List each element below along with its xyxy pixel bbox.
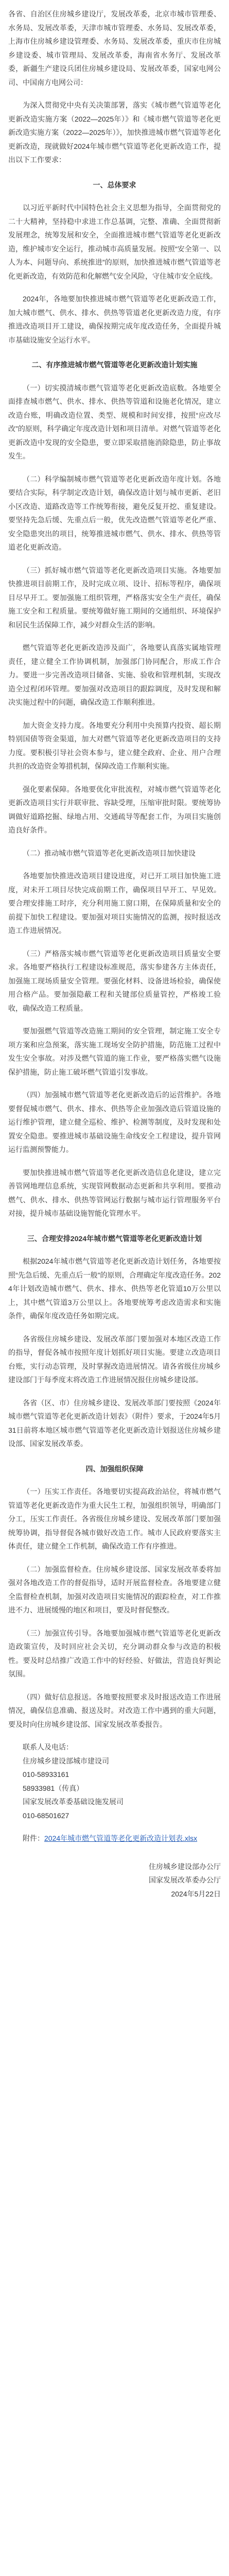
section-heading: 一、总体要求 (93, 180, 136, 189)
signature-line: 国家发展改革委办公厅 (149, 1876, 221, 1884)
body-paragraph: 根据2024年城市燃气管道等老化更新改造计划任务，各地要按照“先急后缓、先重点后一般”的原则，合理确定年度改造任务。2024年计划改造城市燃气、供水、排水、供热等老化管道10万公里以上，其中燃气管道3万公里以上。各地要统筹考虑改造需求和实施条件，确保年度改造任务如期完成。 (8, 1257, 221, 1320)
body-paragraph: （三）抓好城市燃气管道等老化更新改造项目实施。各地要加快推进项目前期工作，及时完成立项、设计、招标等程序，确保项目尽早开工。要加强施工组织管理，严格落实安全生产责任，确保施工安全和工程质量。要统筹做好施工期间的交通组织、环境保护和居民生活保障工作，减少对群众生活的影响。 (8, 566, 221, 629)
subsection-paragraph: （二）推动城市燃气管道等老化更新改造项目加快建设 (23, 849, 196, 857)
body-paragraph: （二）科学编制城市燃气管道等老化更新改造年度计划。各地要结合实际，科学制定改造计划，确保改造计划与城市更新、老旧小区改造、道路改造等工作统筹衔接，避免反复开挖、重复建设。要坚持先急后缓、先重点后一般，优先改造燃气管道等老化严重、安全隐患突出的项目，统筹推进城市燃气、供水、排水、供热等管道老化更新改造。 (8, 474, 221, 551)
attachment-block (8, 1832, 221, 1845)
body-paragraph: （三）加强宣传引导。各地要加强城市燃气管道等老化更新改造政策宣传，及时回应社会关切，充分调动群众参与改造的积极性。要及时总结推广改造工作中的好经验、好做法，营造良好舆论氛围。 (8, 1629, 221, 1678)
body-paragraph: 各地要加快推进改造项目建设进度，对已开工项目加快施工进度，对未开工项目尽快完成前期工作，确保项目早开工、早见效。要合理安排施工时序，充分利用施工窗口期，在保障质量和安全的前提下加快工程建设。要加强对项目实施情况的监测，按时报送改造工作进展情况。 (8, 872, 221, 935)
body-paragraph: （四）加强城市燃气管道等老化更新改造后的运营维护。各地要督促城市燃气、供水、排水、供热等企业加强改造后管道设施的运行维护管理，建立健全巡检、维护、检测等制度，及时发现和处置安全隐患。要推进城市基础设施生命线安全工程建设，提升管网运行监测预警能力。 (8, 1091, 221, 1154)
contact-line: 住房城乡建设部城市建设司 (23, 1756, 109, 1765)
section-heading: 四、加强组织保障 (85, 1464, 144, 1473)
body-paragraph: （四）做好信息报送。各地要按照要求及时报送改造工作进展情况，确保信息准确、报送及时。对改造工作中遇到的重大问题，要及时向住房城乡建设部、国家发展改革委报告。 (8, 1692, 221, 1728)
addressee-paragraph: 各省、自治区住房城乡建设厅，发展改革委，北京市城市管理委、水务局、发展改革委，天津市城市管理委、水务局、发展改革委，上海市住房城乡建设管理委、水务局、发展改革委，重庆市住房城乡建设委、城市管理局、发展改革委，海南省水务厅、发展改革委，新疆生产建设兵团住房城乡建设局、发展改革委，国家电网公司、中国南方电网公司： (8, 10, 221, 87)
signature-date: 2024年5月22日 (171, 1889, 221, 1898)
body-paragraph: （二）加强监督检查。住房城乡建设部、国家发展改革委将加强对各地改造工作的督促指导，适时开展监督检查。各地要建立健全监督检查机制，加强对改造项目实施情况的跟踪检查，对工作推进不力、进展缓慢的地区和项目，要及时督促整改。 (8, 1565, 221, 1614)
attachment-link[interactable]: 2024年城市燃气管道等老化更新改造计划表.xlsx (44, 1834, 198, 1842)
body-paragraph: 要加强燃气管道等改造施工期间的安全管理，制定施工安全专项方案和应急预案，落实施工现场安全防护措施，防范施工过程中发生安全事故。对涉及燃气管道的施工作业，要严格落实燃气设施保护措施，防止施工破坏燃气管道引发事故。 (8, 1027, 221, 1076)
body-paragraph: 2024年，各地要加快推进城市燃气管道等老化更新改造工作，加大城市燃气、供水、排水、供热等管道老化更新改造力度，有序推进改造项目开工建设，确保按期完成年度改造任务，全面提升城市基础设施安全运行水平。 (8, 295, 221, 344)
section-heading: 三、合理安排2024年城市燃气管道等老化更新改造计划 (27, 1234, 202, 1243)
body-paragraph: 各省（区、市）住房城乡建设、发展改革部门要按照《2024年城市燃气管道等老化更新改造计划表》（附件）要求，于2024年5月31日前将本地区城市燃气管道等老化更新改造计划报送住房城乡建设部、国家发展改革委。 (8, 1398, 221, 1448)
body-paragraph: 燃气管道等老化更新改造涉及面广，各地要认真落实属地管理责任，建立健全工作协调机制，加强部门协同配合，形成工作合力。要进一步完善改造项目储备、实施、验收和管理机制，实现改造全过程闭环管理。要加强对改造项目的跟踪调度，及时发现和解决实施过程中的问题，确保改造工作顺利推进。 (8, 643, 221, 706)
body-paragraph: 加大资金支持力度。各地要充分利用中央预算内投资、超长期特别国债等资金渠道，加大对燃气管道等老化更新改造项目的支持力度。要积极引导社会资本参与，建立健全政府、企业、用户合理共担的改造资金筹措机制，保障改造工作顺利实施。 (8, 721, 221, 770)
body-paragraph: 以习近平新时代中国特色社会主义思想为指导，全面贯彻党的二十大精神，坚持稳中求进工作总基调，完整、准确、全面贯彻新发展理念，统筹发展和安全，全面推进城市燃气管道等老化更新改造，维护城市安全运行，推动城市高质量发展。按照“安全第一、以人为本、问题导向、系统推进”的原则，加快推进城市燃气管道等老化更新改造，有效防范和化解燃气安全风险，守住城市安全底线。 (8, 204, 221, 280)
section-heading: 二、有序推进城市燃气管道等老化更新改造计划实施 (31, 361, 198, 369)
contact-line: 010-68501627 (23, 1811, 69, 1820)
body-paragraph: 各省级住房城乡建设、发展改革部门要加强对本地区改造工作的指导，督促各城市按照年度计划抓好项目实施。要建立改造项目台账，实行动态管理，及时掌握改造进展情况。请各省级住房城乡建设部门于每季度末将改造工作进展情况报住房城乡建设部。 (8, 1334, 221, 1384)
intro-paragraph: 为深入贯彻党中央有关决策部署，落实《城市燃气管道等老化更新改造实施方案（2022—2025年）》和《城市燃气管道等老化更新改造实施方案（2022—2025年）》，加快推进城市燃气管道等老化更新改造，现就做好2024年城市燃气管道等老化更新改造工作，提出以下工作要求： (8, 101, 221, 164)
body-paragraph: （一）压实工作责任。各地要切实提高政治站位，将城市燃气管道等老化更新改造作为重大民生工程，加强组织领导，明确部门分工，压实工作责任。各省级住房城乡建设、发展改革部门要加强统筹协调，指导督促各城市做好改造工作。城市人民政府要落实主体责任，建立健全工作机制，确保改造工作有序推进。 (8, 1487, 221, 1550)
contact-line: 010-58933161 (23, 1770, 69, 1778)
body-paragraph: 强化要素保障。各地要优化审批流程，对城市燃气管道等老化更新改造项目实行并联审批、容缺受理，压缩审批时限。要统筹协调做好道路挖掘、绿地占用、交通疏导等配套工作，为项目实施创造良好条件。 (8, 785, 221, 834)
contact-line: 58933981（传真） (23, 1784, 84, 1792)
contact-line: 国家发展改革委基础设施发展司 (23, 1798, 124, 1806)
body-paragraph: 要加快推进城市燃气管道等老化更新改造信息化建设，建立完善管网地理信息系统，实现管网数据动态更新和共享利用。要推动燃气、供水、排水、供热等管网运行数据与城市运行管理服务平台对接，提升城市基础设施智能化管理水平。 (8, 1168, 221, 1217)
body-paragraph: （一）切实摸清城市燃气管道等老化更新改造底数。各地要全面排查城市燃气、供水、排水、供热等管道和设施老化情况，建立改造台账，明确改造位置、类型、规模和时间安排，按照“应改尽改”的原则，科学确定年度改造计划和项目清单。对燃气管道等老化更新改造中发现的安全隐患，要立即采取措施消除隐患，防止事故发生。 (8, 383, 221, 460)
contacts-block (8, 1740, 221, 1822)
body-paragraph: （三）严格落实城市燃气管道等老化更新改造项目质量安全要求。各地要严格执行工程建设标准规范，落实参建各方主体责任，加强施工现场质量安全管理。要强化材料、设备进场检验，确保使用合格产品。要加强隐蔽工程和关键部位质量管控，严格竣工验收，确保改造工程质量。 (8, 949, 221, 1012)
signature-block (8, 1860, 221, 1901)
signature-line: 住房城乡建设部办公厅 (149, 1862, 221, 1871)
contacts-label: 联系人及电话： (23, 1743, 73, 1751)
attachment-label: 附件： (23, 1834, 44, 1842)
